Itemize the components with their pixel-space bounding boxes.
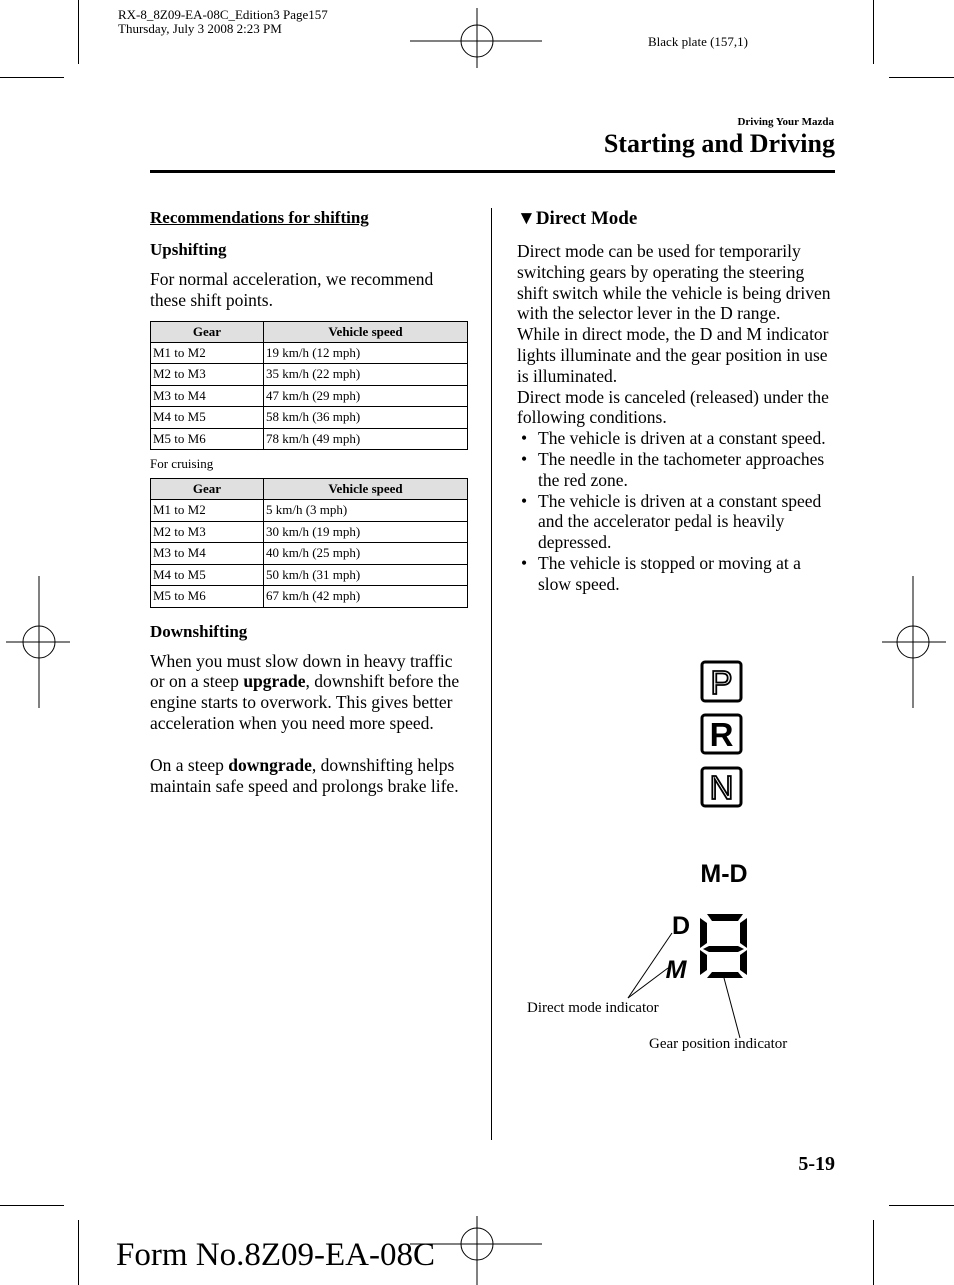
gear-cell: M3 to M4 [151,543,264,565]
gear-cell: M2 to M3 [151,521,264,543]
crop-mark [0,1205,64,1206]
gear-cell: M2 to M3 [151,364,264,386]
reverse-label: R [709,716,734,753]
downshifting-heading: Downshifting [150,621,248,641]
upshifting-text: For normal acceleration, we recommend these shift points. [150,269,434,310]
gear-position-indicator-caption: Gear position indicator [649,1036,788,1052]
table-row [151,543,468,565]
list-item: • The vehicle is driven at a constant speed. [521,428,826,449]
d-indicator-label: D [671,912,691,940]
gear-cell: M3 to M4 [151,385,264,407]
direct-mode-paragraph-2: While in direct mode, the D and M indicator lights illuminate and the gear position in use is illuminated. [517,324,829,386]
plate-label: Black plate (157,1) [648,34,748,49]
table-row [151,428,468,450]
speed-cell: 67 km/h (42 mph) [264,586,468,608]
direct-mode-indicator-caption: Direct mode indicator [527,1000,659,1016]
reverse-indicator-icon [702,715,741,753]
gear-cell: M5 to M6 [151,428,264,450]
bullet-icon: • [521,428,528,449]
bullet-icon: • [521,552,528,573]
gear-position-leader-line [724,978,740,1038]
park-label: P [710,664,733,701]
gear-cell: M1 to M2 [151,342,264,364]
crop-mark [78,1220,79,1285]
table-row [151,521,468,543]
speed-cell: 5 km/h (3 mph) [264,500,468,522]
table-row [151,407,468,429]
speed-cell: 58 km/h (36 mph) [264,407,468,429]
downgrade-term: downgrade [228,754,312,775]
right-column [517,208,835,595]
print-metadata [118,8,328,36]
gear-cell: M4 to M5 [151,407,264,429]
upshift-table [150,321,468,451]
list-item: • The vehicle is stopped or moving at a slow speed. [521,552,801,594]
registration-mark-right [882,576,946,708]
neutral-indicator-icon [702,768,741,806]
crop-mark [889,77,954,78]
registration-mark-top [410,8,542,68]
speed-cell: 40 km/h (25 mph) [264,543,468,565]
speed-cell: 50 km/h (31 mph) [264,564,468,586]
table-row [151,385,468,407]
cancel-conditions-list [517,428,835,594]
direct-mode-paragraph-3: Direct mode is canceled (released) under the following conditions. [517,386,829,428]
direct-mode-heading: ▼Direct Mode [517,208,638,229]
speed-cell: 30 km/h (19 mph) [264,521,468,543]
table-row [151,500,468,522]
crop-mark [873,1220,874,1285]
title-rule [150,170,835,173]
column-divider [491,208,492,1140]
neutral-label: N [709,769,734,806]
table-header-speed: Vehicle speed [264,479,468,500]
speed-cell: 78 km/h (49 mph) [264,428,468,450]
crop-mark [78,0,79,64]
speed-cell: 19 km/h (12 mph) [264,342,468,364]
section-name: Driving Your Mazda [737,116,834,128]
page-title: Starting and Driving [603,129,835,158]
speed-cell: 47 km/h (29 mph) [264,385,468,407]
upshifting-heading: Upshifting [150,240,227,259]
gear-cell: M4 to M5 [151,564,264,586]
md-indicator-label: M-D [700,860,748,888]
registration-mark-left [6,576,70,708]
print-file-name: RX-8_8Z09-EA-08C_Edition3 Page157 [118,7,328,22]
left-column [150,208,470,796]
cruising-label: For cruising [150,456,214,472]
cruising-table [150,478,468,608]
form-number: Form No.8Z09-EA-08C [116,1237,435,1273]
table-header-gear: Gear [151,479,264,500]
speed-cell: 35 km/h (22 mph) [264,364,468,386]
page-number: 5-19 [798,1153,835,1175]
crop-mark [889,1205,954,1206]
park-indicator-icon [702,662,741,701]
bullet-icon: • [521,490,528,511]
list-item: • The vehicle is driven at a constant speed and the accelerator pedal is heavily depressed. [521,490,822,553]
gear-digit-icon [700,914,747,978]
bullet-icon: • [521,448,528,469]
m-indicator-label: M [665,956,687,984]
table-row [151,342,468,364]
print-timestamp: Thursday, July 3 2008 2:23 PM [118,21,282,36]
crop-mark [0,77,64,78]
table-header-gear: Gear [151,321,264,342]
direct-mode-paragraph-1: Direct mode can be used for temporarily switching gears by operating the steering shift switch while the vehicle is being driven with the selector lever in the D range. [517,241,831,324]
table-row [151,586,468,608]
recommendations-heading: Recommendations for shifting [150,208,369,227]
crop-mark [873,0,874,64]
list-item: • The needle in the tachometer approaches the red zone. [521,448,825,490]
upgrade-term: upgrade [243,671,306,692]
triangle-down-icon: ▼ [517,208,536,229]
table-row [151,564,468,586]
table-row [151,364,468,386]
gear-cell: M5 to M6 [151,586,264,608]
downshifting-paragraph-2: On a steep downgrade, downshifting helps maintain safe speed and prolongs brake life. [150,754,459,796]
downshifting-paragraph-1: When you must slow down in heavy traffic or on a steep upgrade, downshift before the engine starts to overwork. This gives better acceleration when you need more speed. [150,650,460,733]
direct-mode-leader-line [628,968,668,998]
table-header-speed: Vehicle speed [264,321,468,342]
gear-cell: M1 to M2 [151,500,264,522]
